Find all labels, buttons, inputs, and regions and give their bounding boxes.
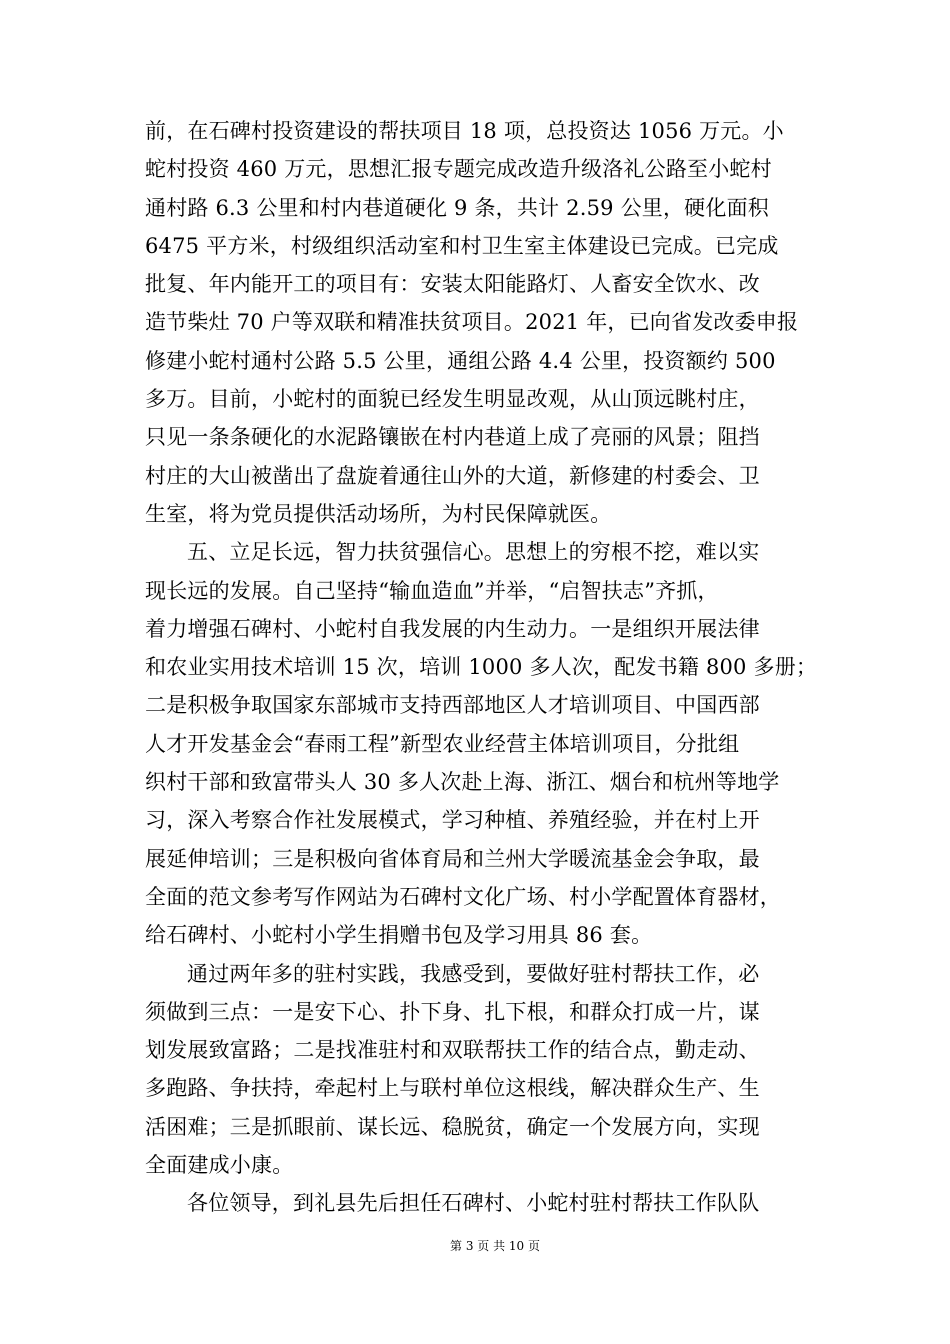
text-line: 生室，将为党员提供活动场所，为村民保障就医。 — [145, 501, 612, 526]
text-line: 织村干部和致富带头人 30 多人次赴上海、浙江、烟台和杭州等地学 — [145, 770, 780, 795]
paragraph-first-line: 五、立足长远，智力扶贫强信心。思想上的穷根不挖，难以实 — [187, 540, 760, 565]
text-line: 蛇村投资 460 万元，思想汇报专题完成改造升级洛礼公路至小蛇村 — [145, 157, 772, 182]
text-line: 展延伸培训；三是积极向省体育局和兰州大学暖流基金会争取，最 — [145, 846, 760, 871]
text-line: 全面的范文参考写作网站为石碑村文化广场、村小学配置体育器材， — [145, 884, 781, 909]
text-line: 修建小蛇村通村公路 5.5 公里，通组公路 4.4 公里，投资额约 500 — [145, 348, 776, 373]
paragraph-first-line: 各位领导，到礼县先后担任石碑村、小蛇村驻村帮扶工作队队 — [187, 1191, 760, 1216]
text-line: 习，深入考察合作社发展模式，学习种植、养殖经验，并在村上开 — [145, 808, 760, 833]
text-line: 前，在石碑村投资建设的帮扶项目 18 项，总投资达 1056 万元。小 — [145, 119, 784, 143]
text-line: 现长远的发展。自己坚持“输血造血”并举，“启智扶志”齐抓， — [145, 578, 719, 603]
text-line: 通村路 6.3 公里和村内巷道硬化 9 条，共计 2.59 公里，硬化面积 — [145, 195, 769, 220]
text-line: 6475 平方米，村级组织活动室和村卫生室主体建设已完成。已完成 — [145, 233, 779, 258]
text-line: 批复、年内能开工的项目有：安装太阳能路灯、人畜安全饮水、改 — [145, 272, 760, 297]
text-line: 给石碑村、小蛇村小学生捐赠书包及学习用具 86 套。 — [145, 923, 653, 948]
text-line: 活困难；三是抓眼前、谋长远、稳脱贫，确定一个发展方向，实现 — [145, 1114, 760, 1139]
text-line: 二是积极争取国家东部城市支持西部地区人才培训项目、中国西部 — [145, 693, 760, 718]
body-text — [145, 112, 818, 1223]
text-line: 多万。目前，小蛇村的面貌已经发生明显改观，从山顶远眺村庄， — [145, 387, 760, 412]
text-line: 和农业实用技术培训 15 次，培训 1000 多人次，配发书籍 800 多册； — [145, 655, 818, 680]
text-line: 着力增强石碑村、小蛇村自我发展的内生动力。一是组织开展法律 — [145, 616, 760, 641]
text-line: 须做到三点：一是安下心、扑下身、扎下根，和群众打成一片，谋 — [145, 999, 760, 1024]
text-line: 全面建成小康。 — [145, 1153, 294, 1178]
text-line: 多跑路、争扶持，牵起村上与联村单位这根线，解决群众生产、生 — [145, 1076, 760, 1101]
text-line: 村庄的大山被凿出了盘旋着通往山外的大道，新修建的村委会、卫 — [145, 463, 760, 488]
page-number-footer: 第 3 页 共 10 页 — [450, 1239, 540, 1253]
text-line: 只见一条条硬化的水泥路镶嵌在村内巷道上成了亮丽的风景；阻挡 — [145, 425, 760, 450]
text-line: 造节柴灶 70 户等双联和精准扶贫项目。2021 年，已向省发改委申报 — [145, 310, 799, 335]
text-line: 划发展致富路；二是找准驻村和双联帮扶工作的结合点，勤走动、 — [145, 1038, 760, 1063]
paragraph-first-line: 通过两年多的驻村实践，我感受到，要做好驻村帮扶工作，必 — [187, 961, 760, 986]
text-line: 人才开发基金会“春雨工程”新型农业经营主体培训项目，分批组 — [145, 731, 740, 756]
